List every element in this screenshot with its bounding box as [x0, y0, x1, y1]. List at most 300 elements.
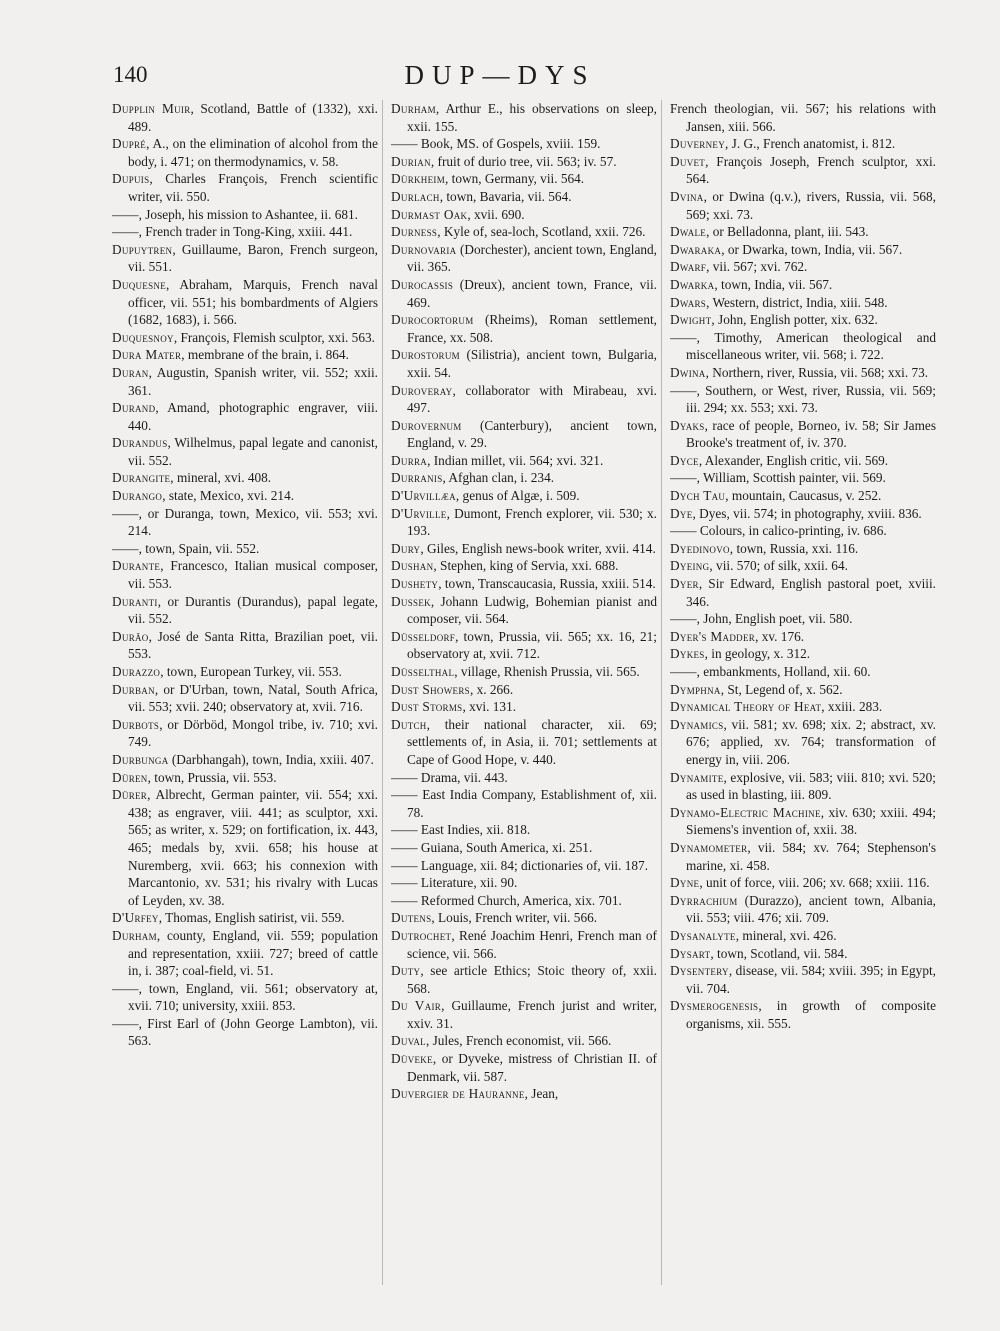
entry-text: , town, Russia, xxi. 116. [729, 540, 859, 556]
entry-text: , Amand, photographic engraver, viii. 440. [128, 400, 378, 433]
entry-headword: Durnovaria [391, 241, 457, 257]
index-entry [670, 645, 936, 663]
index-entry [670, 962, 936, 997]
index-entry [391, 153, 657, 171]
index-entry [391, 1032, 657, 1050]
entry-text: ——, town, England, vii. 561; observatory at, xvii. 710; university, xxiii. 853. [112, 980, 378, 1014]
index-entry [670, 382, 936, 417]
entry-headword: Dwarf [670, 259, 707, 275]
entry-headword: Dwight [670, 312, 712, 328]
entry-headword: Dych Tau [670, 488, 726, 504]
entry-text: , town, Prussia, vii. 553. [147, 769, 277, 785]
entry-text: , xxiii. 283. [821, 699, 883, 715]
entry-text: , Albrecht, German painter, vii. 554; xxi. 438; as engraver, viii. 441; as sculptor, xxi. 565; as writer, x. 529; on fortification, ix. 443, 465; medals by, xvii. 658; his house at Nuremberg, xvii. 663; his connexion with Marcantonio, xv. 531; his rivalry with Lucas of Leyden, xv. 38. [128, 787, 378, 908]
entry-headword: Dust Storms [391, 699, 463, 715]
index-entry [670, 258, 936, 276]
index-entry [670, 681, 936, 699]
entry-headword: Duran [112, 364, 149, 380]
index-entry [391, 927, 657, 962]
index-entry [391, 786, 657, 821]
entry-text: , Jules, French economist, vii. 566. [425, 1033, 612, 1049]
entry-headword: Dysmerogenesis [670, 998, 759, 1014]
entry-headword: Dwale [670, 224, 707, 240]
entry-headword: Dvina [670, 188, 704, 204]
entry-headword: Dyrrachium [670, 892, 738, 908]
index-entry [112, 469, 378, 487]
entry-text: , xvi. 131. [462, 699, 517, 715]
entry-text: —— Colours, in calico-printing, iv. 686. [670, 523, 887, 539]
entry-headword: Dury [391, 540, 421, 556]
entry-text: , xvii. 690. [467, 206, 525, 222]
entry-headword: Durocortorum [391, 312, 474, 328]
entry-text: , Thomas, English satirist, vii. 559. [158, 910, 345, 926]
entry-text: , Afghan clan, i. 234. [442, 470, 555, 486]
entry-headword: Dürkheim [391, 171, 446, 187]
entry-text: —— East Indies, xii. 818. [391, 822, 531, 838]
index-entry [391, 892, 657, 910]
index-entry [112, 223, 378, 241]
index-entry [391, 223, 657, 241]
index-entry [112, 487, 378, 505]
entry-text: French theologian, vii. 567; his relations with Jansen, xiii. 566. [670, 101, 936, 134]
index-entry [391, 857, 657, 875]
entry-headword: Duquesne [112, 276, 167, 292]
index-entry [391, 382, 657, 417]
entry-text: , or Durantis (Durandus), papal legate, vii. 552. [128, 593, 378, 627]
index-entry [112, 241, 378, 276]
entry-headword: Durham [112, 927, 157, 943]
entry-text: , Kyle of, sea-loch, Scotland, xxii. 726. [437, 224, 646, 240]
entry-headword: Dwina [670, 364, 706, 380]
entry-text: , Wilhelmus, papal legate and canonist, vii. 552. [128, 435, 378, 468]
index-column-2 [391, 100, 657, 1290]
entry-text: ——, First Earl of (John George Lambton), vii. 563. [112, 1015, 378, 1049]
entry-text: , unit of force, viii. 206; xv. 668; xxiii. 116. [699, 875, 930, 891]
index-entry [112, 980, 378, 1015]
entry-text: , Augustin, Spanish writer, vii. 552; xxii. 361. [128, 364, 378, 398]
index-entry [670, 188, 936, 223]
index-entry [112, 909, 378, 927]
entry-text: , town, Transcaucasia, Russia, xxiii. 514. [438, 576, 656, 592]
entry-text: , see article Ethics; Stoic theory of, xxii. 568. [407, 963, 657, 996]
entry-headword: Dyce [670, 452, 699, 468]
index-entry [391, 716, 657, 769]
entry-headword: Durbots [112, 716, 160, 732]
entry-headword: Durham [391, 101, 436, 116]
index-entry [670, 311, 936, 329]
index-entry [112, 346, 378, 364]
entry-headword: Dupré [112, 136, 147, 152]
entry-headword: D'Urville [391, 505, 447, 521]
entry-text: , race of people, Borneo, iv. 58; Sir James Brooke's treatment of, iv. 370. [686, 417, 936, 451]
index-entry [670, 610, 936, 628]
entry-text: (Durazzo), ancient town, Albania, vii. 553; viii. 476; xii. 709. [686, 892, 936, 926]
index-entry [670, 874, 936, 892]
entry-text: , genus of Algæ, i. 509. [455, 488, 580, 504]
entry-text: —— Language, xii. 84; dictionaries of, vii. 187. [391, 857, 649, 873]
entry-text: ——, William, Scottish painter, vii. 569. [670, 470, 886, 486]
entry-text: , membrane of the brain, i. 864. [181, 347, 349, 363]
entry-text: , collaborator with Mirabeau, xvi. 497. [407, 382, 657, 416]
index-entry [670, 716, 936, 769]
entry-text: , François Joseph, French sculptor, xxi. 564. [686, 153, 936, 187]
entry-headword: Durocassis [391, 276, 454, 292]
index-entry [670, 927, 936, 945]
index-entry [391, 206, 657, 224]
entry-text: ——, Southern, or West, river, Russia, vii. 569; iii. 294; xx. 553; xxi. 73. [670, 382, 936, 416]
entry-text: , town, Germany, vii. 564. [445, 171, 585, 187]
entry-text: , state, Mexico, xvi. 214. [162, 488, 295, 504]
entry-text: , St, Legend of, x. 562. [720, 681, 843, 697]
index-entry [670, 487, 936, 505]
index-entry [670, 769, 936, 804]
index-entry [391, 557, 657, 575]
entry-text: , Jean, [524, 1086, 559, 1102]
entry-headword: Dupplin Muir [112, 101, 191, 116]
entry-headword: Dutens [391, 910, 432, 926]
index-entry [112, 751, 378, 769]
entry-text: (Rheims), Roman settlement, France, xx. 508. [407, 312, 657, 345]
index-entry [670, 804, 936, 839]
index-entry [112, 505, 378, 540]
entry-headword: Düsseldorf [391, 628, 456, 644]
entry-text: , J. G., French anatomist, i. 812. [725, 136, 896, 152]
index-entry [112, 593, 378, 628]
entry-headword: D'Urvillæa [391, 488, 456, 504]
entry-text: , Alexander, English critic, vii. 569. [698, 452, 889, 468]
index-entry [391, 1085, 657, 1103]
index-entry [391, 874, 657, 892]
entry-text: , Indian millet, vii. 564; xvi. 321. [427, 452, 604, 468]
entry-text: , town, Prussia, vii. 565; xx. 16, 21; observatory at, xvii. 712. [407, 628, 657, 662]
entry-headword: Durra [391, 452, 428, 468]
index-entry [391, 540, 657, 558]
entry-text: , town, European Turkey, vii. 553. [160, 664, 342, 679]
entry-text: ——, town, Spain, vii. 552. [112, 540, 260, 556]
index-entry [391, 575, 657, 593]
entry-text: (Dorchester), ancient town, England, vii. 365. [407, 241, 657, 275]
entry-headword: Durbunga [112, 751, 169, 767]
entry-text: , or Dyveke, mistress of Christian II. of Denmark, vii. 587. [407, 1051, 657, 1084]
index-entry [670, 223, 936, 241]
entry-text: —— Drama, vii. 443. [391, 769, 508, 785]
entry-text: , Northern, river, Russia, vii. 568; xxi. 73. [705, 364, 929, 380]
entry-headword: Durazzo [112, 664, 161, 679]
entry-headword: Dust Showers [391, 681, 470, 697]
index-entry [391, 469, 657, 487]
entry-text: —— East India Company, Establishment of, xii. 78. [391, 787, 657, 820]
entry-headword: Duverney [670, 136, 725, 152]
entry-headword: Durovernum [391, 417, 462, 433]
entry-headword: Durness [391, 224, 438, 240]
entry-headword: Dwaraka [670, 241, 722, 257]
entry-headword: Düsselthal [391, 664, 455, 679]
index-entry [391, 100, 657, 135]
entry-text: , village, Rhenish Prussia, vii. 565. [454, 664, 640, 679]
index-entry [670, 945, 936, 963]
entry-headword: Dye [670, 505, 693, 521]
index-entry [112, 786, 378, 909]
entry-text: , Guillaume, French jurist and writer, xxiv. 31. [407, 998, 657, 1031]
index-entry [391, 909, 657, 927]
index-entry [670, 698, 936, 716]
entry-headword: Du Vair [391, 998, 442, 1014]
index-entry [391, 135, 657, 153]
entry-headword: Durand [112, 400, 156, 416]
index-entry [670, 364, 936, 382]
index-entry [391, 593, 657, 628]
entry-headword: Dwars [670, 294, 707, 310]
entry-headword: Durranis [391, 470, 443, 486]
entry-text: ——, or Duranga, town, Mexico, vii. 553; xvi. 214. [112, 505, 378, 539]
entry-headword: Dykes [670, 646, 705, 662]
entry-headword: Dysentery [670, 963, 729, 979]
entry-headword: Dushety [391, 576, 439, 592]
entry-text: ——, Joseph, his mission to Ashantee, ii. 681. [112, 206, 358, 222]
index-entry [112, 399, 378, 434]
entry-headword: Duroveray [391, 382, 453, 398]
entry-text: ——, embankments, Holland, xii. 60. [670, 664, 871, 679]
entry-headword: Dysanalyte [670, 927, 736, 943]
entry-text: , or Dwarka, town, India, vii. 567. [721, 241, 903, 257]
index-entry [670, 540, 936, 558]
index-entry [670, 153, 936, 188]
entry-headword: Durangite [112, 470, 171, 486]
index-entry [112, 1015, 378, 1050]
entry-text: , Louis, French writer, vii. 566. [431, 910, 598, 926]
entry-headword: Duval [391, 1033, 426, 1049]
entry-text: , or Belladonna, plant, iii. 543. [706, 224, 869, 240]
entry-headword: D'Urfey [112, 910, 159, 926]
page-number: 140 [113, 62, 148, 87]
entry-text: , Dyes, vii. 574; in photography, xviii. 836. [692, 505, 922, 521]
running-head: DUP—DYS [404, 60, 596, 90]
entry-text: —— Book, MS. of Gospels, xviii. 159. [391, 136, 601, 152]
entry-headword: Dwarka [670, 276, 715, 292]
entry-text: , or D'Urban, town, Natal, South Africa, vii. 553; xvii. 240; observatory at, xvii. 716. [128, 681, 378, 715]
index-entry [391, 311, 657, 346]
entry-text: , vii. 570; of silk, xxii. 64. [709, 558, 848, 574]
entry-text: , mountain, Caucasus, v. 252. [725, 488, 882, 504]
entry-text: , disease, vii. 584; xviii. 395; in Egypt, vii. 704. [686, 963, 936, 996]
entry-text: , vii. 584; xv. 764; Stephenson's marine, xi. 458. [686, 839, 936, 873]
index-entry [112, 681, 378, 716]
entry-text: , Guillaume, Baron, French surgeon, vii. 551. [128, 241, 378, 275]
index-entry [112, 769, 378, 787]
entry-text: , x. 266. [469, 681, 514, 697]
entry-text: , xv. 176. [755, 628, 805, 644]
index-entry [112, 663, 378, 681]
index-entry [670, 557, 936, 575]
index-entry [670, 452, 936, 470]
entry-headword: Durandus [112, 435, 168, 451]
entry-text: , in geology, x. 312. [704, 646, 811, 662]
entry-text: , Dumont, French explorer, vii. 530; x. 193. [407, 505, 657, 539]
entry-headword: Dynamometer [670, 839, 748, 855]
index-entry [670, 505, 936, 523]
entry-text: , Giles, English news-book writer, xvii. 414. [420, 540, 656, 556]
entry-headword: Dupuytren [112, 241, 173, 257]
index-entry [391, 487, 657, 505]
entry-headword: Dyer [670, 576, 699, 592]
entry-headword: Dutch [391, 716, 427, 732]
entry-text: (Silistria), ancient town, Bulgaria, xxii. 54. [407, 347, 657, 380]
entry-text: , Abraham, Marquis, French naval officer, vii. 551; his bombardments of Algiers (1682, 1683), i. 566. [128, 276, 378, 328]
index-entry [670, 417, 936, 452]
index-entry [670, 997, 936, 1032]
index-entry [112, 716, 378, 751]
index-entry [112, 540, 378, 558]
index-entry [670, 241, 936, 259]
entry-headword: Durango [112, 488, 163, 504]
entry-text: (Canterbury), ancient town, England, v. 29. [407, 417, 657, 451]
index-entry [391, 698, 657, 716]
entry-text: , mineral, xvi. 426. [735, 927, 837, 943]
index-entry [391, 962, 657, 997]
entry-headword: Duranti [112, 593, 158, 609]
entry-headword: Duty [391, 963, 421, 979]
entry-text: , or Dwina (q.v.), rivers, Russia, vii. 568, 569; xxi. 73. [686, 188, 936, 222]
index-entry [112, 329, 378, 347]
entry-headword: Durlach [391, 188, 440, 204]
entry-text: , town, Bavaria, vii. 564. [439, 188, 572, 204]
entry-headword: Duquesnoy [112, 329, 174, 345]
index-entry [391, 628, 657, 663]
entry-text: , A., on the elimination of alcohol from the body, i. 471; on thermodynamics, v. 58. [128, 136, 378, 169]
entry-text: ——, French trader in Tong-King, xxiii. 441. [112, 224, 353, 240]
index-entry [670, 135, 936, 153]
entry-text: , Sir Edward, English pastoral poet, xviii. 346. [686, 576, 936, 609]
index-entry [391, 346, 657, 381]
index-entry [670, 100, 936, 135]
entry-text: (Dreux), ancient town, France, vii. 469. [407, 276, 657, 310]
index-column-1 [112, 100, 378, 1290]
entry-text: , Francesco, Italian musical composer, vii. 553. [128, 558, 378, 592]
entry-text: , or Dörböd, Mongol tribe, iv. 710; xvi. 749. [128, 716, 378, 750]
index-entry [112, 364, 378, 399]
index-entry [112, 628, 378, 663]
entry-headword: Dynamics [670, 716, 724, 732]
entry-headword: Duvet [670, 153, 706, 169]
entry-headword: Durostorum [391, 347, 460, 363]
index-column-3 [670, 100, 936, 1290]
entry-text: —— Reformed Church, America, xix. 701. [391, 892, 622, 908]
entry-text: , Western, district, India, xiii. 548. [706, 294, 888, 310]
index-entry [112, 206, 378, 224]
entry-headword: Dyaks [670, 417, 705, 433]
index-entry [391, 170, 657, 188]
index-entry [391, 1050, 657, 1085]
index-entry [112, 135, 378, 170]
index-entry [391, 681, 657, 699]
index-columns [112, 100, 948, 1290]
index-entry [391, 839, 657, 857]
index-entry [670, 469, 936, 487]
entry-text: —— Literature, xii. 90. [391, 875, 518, 891]
entry-text: —— Guiana, South America, xi. 251. [391, 839, 593, 855]
index-entry [391, 417, 657, 452]
entry-text: , Scotland, Battle of (1332), xxi. 489. [128, 101, 378, 134]
entry-headword: Dyer's Madder [670, 628, 756, 644]
entry-headword: Durante [112, 558, 161, 574]
entry-text: , explosive, vii. 583; viii. 810; xvi. 520; as used in blasting, iii. 809. [686, 769, 936, 803]
entry-text: , Arthur E., his observations on sleep, xxii. 155. [407, 101, 657, 134]
entry-headword: Dysart [670, 945, 711, 961]
index-entry [112, 170, 378, 205]
entry-text: ——, John, English poet, vii. 580. [670, 611, 853, 627]
entry-text: , John, English potter, xix. 632. [711, 312, 878, 328]
entry-headword: Durão [112, 628, 149, 644]
index-entry [670, 276, 936, 294]
index-entry [670, 892, 936, 927]
index-entry [391, 663, 657, 681]
entry-text: , town, Scotland, vii. 584. [710, 945, 848, 961]
entry-headword: Durian [391, 153, 431, 169]
index-entry [670, 294, 936, 312]
entry-headword: Dura Mater [112, 347, 182, 363]
entry-text: , René Joachim Henri, French man of science, vii. 566. [407, 927, 657, 961]
index-entry [670, 628, 936, 646]
index-entry [112, 557, 378, 592]
entry-headword: Dynamical Theory of Heat [670, 699, 822, 715]
index-entry [391, 276, 657, 311]
index-entry [391, 241, 657, 276]
entry-headword: Dupuis [112, 171, 150, 187]
entry-text: , xiv. 630; xxiii. 494; Siemens's invention of, xxii. 38. [686, 804, 936, 838]
entry-text: , vii. 567; xvi. 762. [706, 259, 808, 275]
index-entry [391, 188, 657, 206]
index-entry [670, 575, 936, 610]
entry-headword: Duvergier de Hauranne [391, 1086, 525, 1102]
entry-text: , Charles François, French scientific writer, vii. 550. [128, 171, 378, 204]
entry-headword: Dymphna [670, 681, 721, 697]
index-entry [670, 329, 936, 364]
index-entry [391, 505, 657, 540]
entry-text: , town, India, vii. 567. [714, 276, 833, 292]
index-entry [112, 434, 378, 469]
index-entry [391, 821, 657, 839]
entry-headword: Durmast Oak [391, 206, 468, 222]
index-entry [670, 663, 936, 681]
entry-headword: Durban [112, 681, 155, 697]
entry-text: , mineral, xvi. 408. [170, 470, 272, 486]
index-entry [670, 839, 936, 874]
index-entry [112, 100, 378, 135]
index-entry [391, 769, 657, 787]
entry-headword: Dürer [112, 787, 148, 803]
index-entry [391, 997, 657, 1032]
entry-text: , their national character, xii. 69; settlements of, in Asia, ii. 701; settlements at Cape of Good Hope, v. 440. [407, 716, 657, 767]
entry-headword: Dynamo-Electric Machine [670, 804, 821, 820]
entry-headword: Dyedinovo [670, 540, 730, 556]
entry-headword: Dyeing [670, 558, 710, 574]
entry-text: , fruit of durio tree, vii. 563; iv. 57. [430, 153, 617, 169]
entry-text: , in growth of composite organisms, xii. 555. [686, 998, 936, 1031]
entry-headword: Dushan [391, 558, 434, 574]
entry-text: , vii. 581; xv. 698; xix. 2; abstract, xv. 676; applied, xv. 764; transformation of energy in, viii. 206. [686, 716, 936, 767]
entry-text: , José de Santa Ritta, Brazilian poet, vii. 553. [128, 628, 378, 662]
entry-text: , Johann Ludwig, Bohemian pianist and composer, vii. 564. [407, 593, 657, 627]
entry-text: ——, Timothy, American theological and miscellaneous writer, vii. 568; i. 722. [670, 329, 936, 363]
index-entry [112, 927, 378, 980]
entry-text: , François, Flemish sculptor, xxi. 563. [173, 329, 375, 345]
entry-text: , county, England, vii. 559; population and representation, xxiii. 727; breed of cattle in, i. 387; coal-field, vi. 51. [128, 927, 378, 979]
entry-headword: Dussek [391, 593, 431, 609]
index-entry [391, 452, 657, 470]
entry-text: (Darbhangah), town, India, xxiii. 407. [168, 751, 374, 767]
entry-text: , Stephen, king of Servia, xxi. 688. [433, 558, 619, 574]
entry-headword: Düveke [391, 1051, 433, 1067]
